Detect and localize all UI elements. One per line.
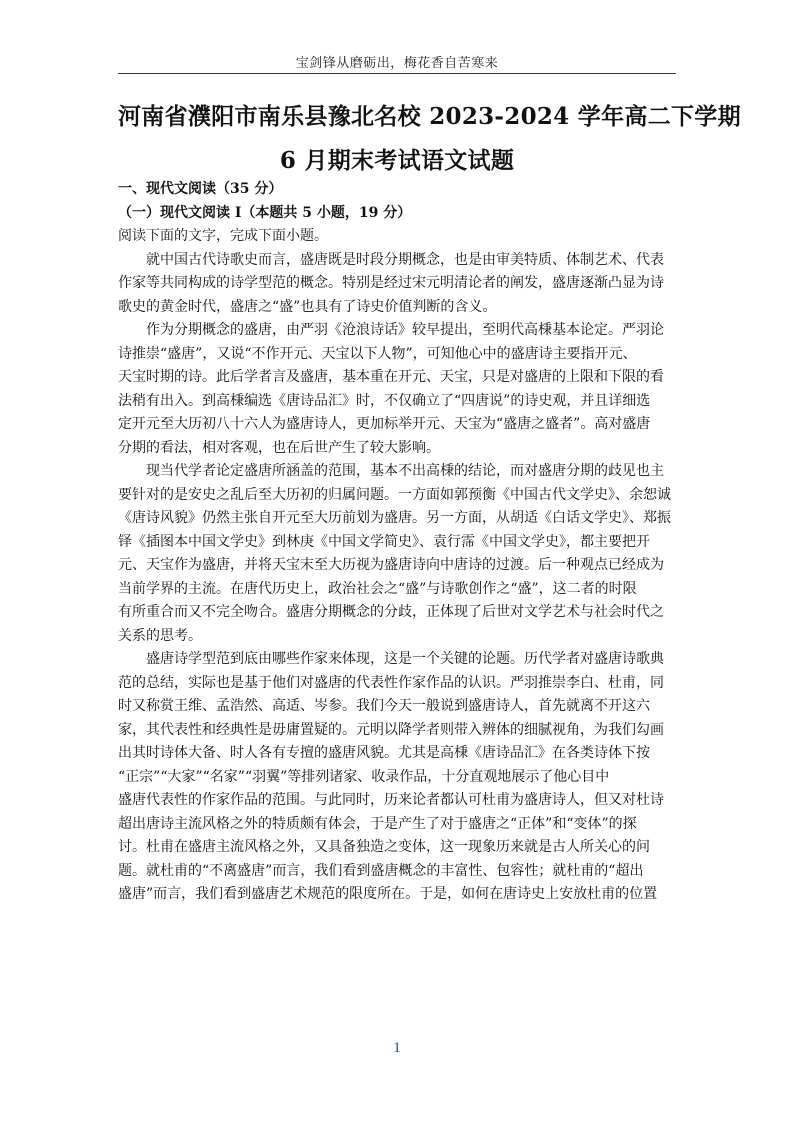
header-motto: 宝剑锋从磨砺出，梅花香自苦寒来 <box>295 56 499 71</box>
body-text-line: 作为分期概念的盛唐，由严羽《沧浪诗话》较早提出，至明代高棅基本论定。严羽论 <box>146 322 664 338</box>
page-number: 1 <box>393 1040 401 1056</box>
body-text-line: 有所重合而又不完全吻合。盛唐分期概念的分歧，正体现了后世对文学艺术与社会时代之 <box>118 604 664 620</box>
body-text-line: 《唐诗风貌》仍然主张自开元至大历前划为盛唐。另一方面，从胡适《白话文学史》、郑振 <box>118 510 671 526</box>
body-text-line: 天宝时期的诗。此后学者言及盛唐，基本重在开元、天宝，只是对盛唐的上限和下限的看 <box>118 369 664 385</box>
body-text-line: 铎《插图本中国文学史》到林庚《中国文学简史》、袁行霈《中国文学史》，都主要把开 <box>118 533 650 550</box>
body-text-line: 当前学界的主流。在唐代历史上，政治社会之“盛”与诗歌创作之“盛”，这二者的时限 <box>118 580 637 597</box>
section-heading: 一、现代文阅读（35 分） <box>118 181 283 197</box>
document-body <box>118 178 678 907</box>
body-text-line: 范的总结，实际也是基于他们对盛唐的代表性作家作品的认识。严羽推崇李白、杜甫，同 <box>118 674 664 691</box>
body-text-line: 诗推崇“盛唐”，又说“不作开元、天宝以下人物”，可知他心中的盛唐诗主要指开元、 <box>118 345 637 362</box>
header-divider <box>118 73 676 74</box>
body-text-line: 关系的思考。 <box>118 627 202 644</box>
body-text-line: 元、天宝作为盛唐，并将天宝末至大历视为盛唐诗向中唐诗的过渡。后一种观点已经成为 <box>118 557 664 573</box>
body-text-line: 分期的看法，相对客观，也在后世产生了较大影响。 <box>118 439 440 456</box>
body-text-line: “正宗”“大家”“名家”“羽翼”等排列诸家、收录作品，十分直观地展示了他心目中 <box>118 768 610 785</box>
body-text-line: 现当代学者论定盛唐所涵盖的范围，基本不出高棅的结论，而对盛唐分期的歧见也主 <box>146 463 664 479</box>
body-text-line: 超出唐诗主流风格之外的特质颇有体会，于是产生了对于盛唐之“正体”和“变体”的探 <box>118 815 637 832</box>
body-text-line: 时又称赏王维、孟浩然、高适、岑参。我们今天一般说到盛唐诗人，首先就离不开这六 <box>118 698 650 714</box>
body-text-line: 要针对的是安史之乱后至大历初的归属问题。一方面如郭预衡《中国古代文学史》、余恕诚 <box>118 486 671 503</box>
body-text-line: 阅读下面的文字，完成下面小题。 <box>118 228 328 244</box>
section-heading: （一）现代文阅读 I（本题共 5 小题，19 分） <box>118 204 412 221</box>
document-title-line-1: 河南省濮阳市南乐县豫北名校 2023-2024 学年高二下学期 <box>118 103 741 130</box>
body-text-line: 作家等共同构成的诗学型范的概念。特别是经过宋元明清论者的阐发，盛唐逐渐凸显为诗 <box>118 275 664 291</box>
body-text-line: 盛唐”而言，我们看到盛唐艺术规范的限度所在。于是，如何在唐诗史上安放杜甫的位置 <box>118 886 658 902</box>
body-text-line: 讨。杜甫在盛唐主流风格之外，又具备独造之变体，这一现象历来就是古人所关心的问 <box>118 839 650 855</box>
body-text-line: 出其时诗体大备、时人各有专擅的盛唐风貌。尤其是高棅《唐诗品汇》在各类诗体下按 <box>118 745 650 761</box>
body-text-line: 家，其代表性和经典性是毋庸置疑的。元明以降学者则带入辨体的细腻视角，为我们勾画 <box>118 721 664 738</box>
body-text-line: 就中国古代诗歌史而言，盛唐既是时段分期概念，也是由审美特质、体制艺术、代表 <box>146 251 664 268</box>
body-text-line: 题。就杜甫的“不离盛唐”而言，我们看到盛唐概念的丰富性、包容性；就杜甫的“超出 <box>118 862 644 879</box>
body-text-line: 歌史的黄金时代，盛唐之“盛”也具有了诗史价值判断的含义。 <box>118 298 497 315</box>
document-title-line-2: 6 月期末考试语文试题 <box>279 147 515 174</box>
body-text-line: 法稍有出入。到高棅编选《唐诗品汇》时，不仅确立了“四唐说”的诗史观，并且详细选 <box>118 392 651 409</box>
body-text-line: 盛唐代表性的作家作品的范围。与此同时，历来论者都认可杜甫为盛唐诗人，但又对杜诗 <box>118 792 664 808</box>
body-text-line: 盛唐诗学型范到底由哪些作家来体现，这是一个关键的论题。历代学者对盛唐诗歌典 <box>146 651 664 667</box>
body-text-line: 定开元至大历初八十六人为盛唐诗人，更加标举开元、天宝为“盛唐之盛者”。高对盛唐 <box>118 416 651 432</box>
